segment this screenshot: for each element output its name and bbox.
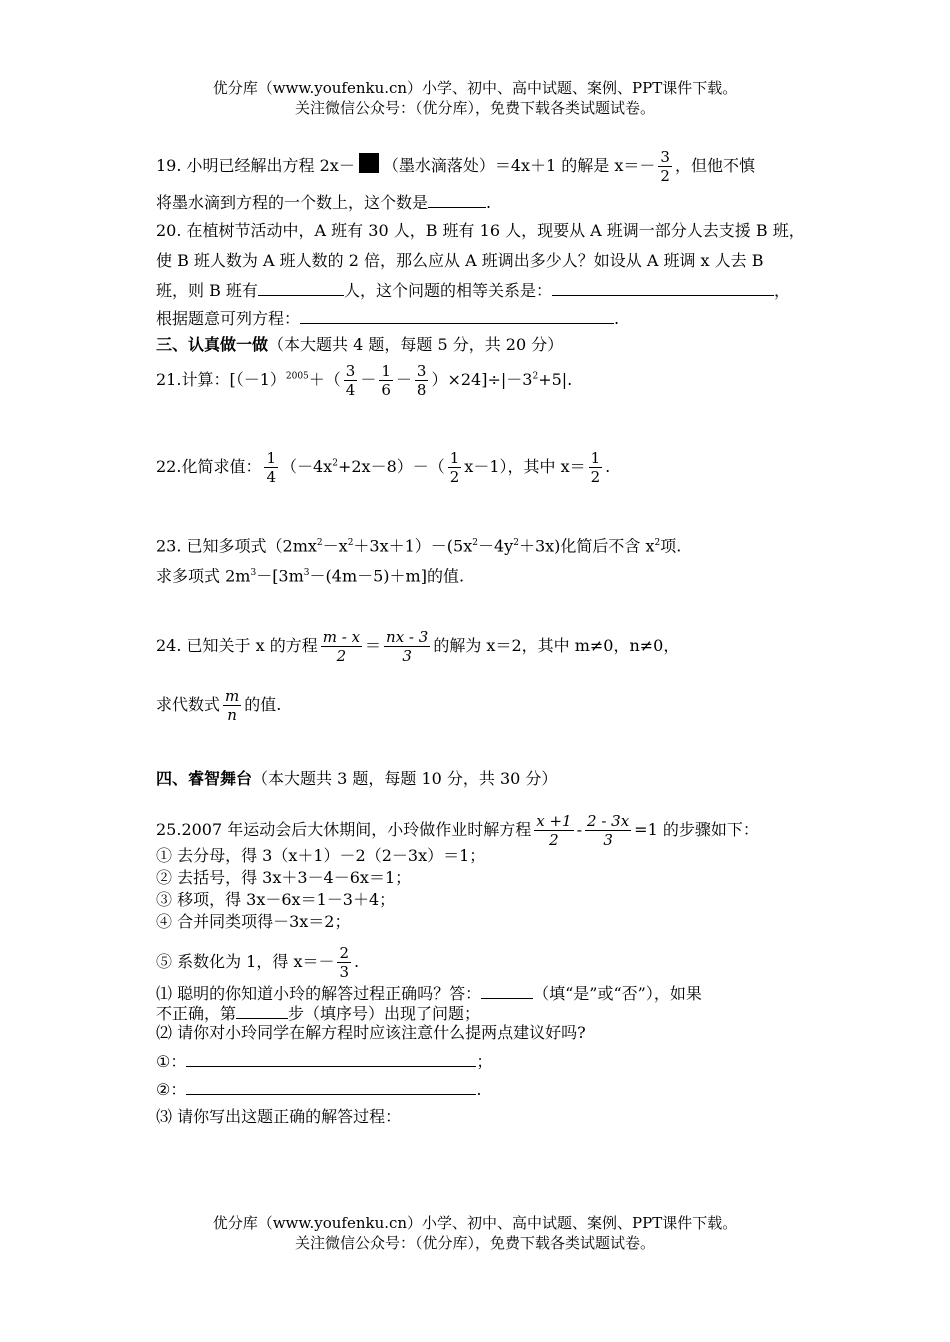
section-4-heading: 四、睿智舞台（本大题共 3 题，每题 10 分，共 30 分） (156, 769, 558, 788)
q19-fraction: $\frac{3}{2}$ (660, 148, 670, 185)
ink-blot (359, 153, 379, 173)
q20-line-1: 20. 在植树节活动中，A 班有 30 人，B 班有 16 人，现要从 A 班调一部分人去支援 B 班， (156, 221, 805, 240)
q19-answer-blank[interactable] (428, 191, 486, 208)
section-3-heading: 三、认真做一做（本大题共 4 题，每题 5 分，共 20 分） (156, 335, 564, 354)
q22-line: 22.化简求值： $\frac{1}{4}$ $(-4x^2+2x-8)-$（ $\frac{1}{2}$ x－1），其中 x＝ $\frac{1}{2}$ . (156, 449, 611, 486)
q25-part-3: ⑶ 请你写出这题正确的解答过程： (156, 1107, 402, 1126)
q25-blank-step[interactable] (236, 1002, 288, 1019)
q21-line: 21.计算：[$(-1)^{2005}+$（ $\frac{3}{4}$ － $\frac{1}{6}$ － $\frac{3}{8}$ ）$\times 24]\div|-3^2+5|$. (156, 362, 573, 399)
q25-line: 25.2007 年运动会后大休期间，小玲做作业时解方程 $\frac{x +1}{2}$ - $\frac{2 - 3x}{3}$ =1 的步骤如下： (156, 812, 759, 849)
footer-line-1: 优分库（www.youfenku.cn）小学、初中、高中试题、案例、PPT课件下载。 (212, 1214, 738, 1232)
q19-line-1: 19. 小明已经解出方程 2x－ （墨水滴落处）＝4x＋1 的解是 x＝－ $\frac{3}{2}$ ，但他不慎 (156, 148, 755, 185)
q24-line-2: 求代数式 $\frac{m}{n}$ 的值. (156, 687, 282, 724)
q25-part-2: ⑵ 请你对小玲同学在解方程时应该注意什么提两点建议好吗? (156, 1023, 586, 1042)
q25-step-2: ② 去括号，得 3x＋3－4－6x＝1； (156, 868, 412, 887)
q25-step-4: ④ 合并同类项得－3x＝2； (156, 912, 351, 931)
q24-line-1: 24. 已知关于 x 的方程 $\frac{m - x}{2}$ ＝ $\frac{nx - 3}{3}$ 的解为 x＝2，其中 m≠0，n≠0， (156, 628, 680, 665)
q20-line-2: 使 B 班人数为 A 班人数的 2 倍，那么应从 A 班调出多少人？如设从 A 班调 x 人去 B (156, 251, 764, 270)
q19-line-2: 将墨水滴到方程的一个数上，这个数是 . (156, 193, 492, 212)
header-line-1: 优分库（www.youfenku.cn）小学、初中、高中试题、案例、PPT课件下载。 (212, 79, 738, 97)
q25-blank-suggestion-2[interactable] (186, 1078, 476, 1095)
footer-line-2: 关注微信公众号：（优分库），免费下载各类试题试卷。 (294, 1234, 655, 1252)
q25-step-5: ⑤ 系数化为 1，得 x＝－ $\frac{2}{3}$ . (156, 944, 360, 981)
header-line-2: 关注微信公众号：（优分库），免费下载各类试题试卷。 (294, 99, 655, 117)
q25-step-3: ③ 移项，得 3x－6x＝1－3＋4； (156, 890, 396, 909)
q20-line-3: 班，则 B 班有 人，这个问题的相等关系是： ， (156, 281, 790, 300)
q20-blank-equation[interactable] (300, 307, 614, 324)
q25-blank-correct[interactable] (481, 982, 533, 999)
q25-suggestion-2: ②： . (156, 1080, 482, 1099)
q25-suggestion-1: ①： ； (156, 1052, 493, 1071)
q25-blank-suggestion-1[interactable] (186, 1050, 476, 1067)
q23-line-1: 23. 已知多项式$(2mx^2-x^2+3x+1)-(5x^2-4y^2+3x)$化简后不含 $x^2$项. (156, 536, 682, 556)
q20-line-4: 根据题意可列方程： . (156, 309, 620, 328)
q20-blank-relation[interactable] (552, 279, 774, 296)
q20-blank-b-count[interactable] (258, 279, 344, 296)
q25-step-1: ① 去分母，得 3（x＋1）－2（2－3x）＝1； (156, 846, 486, 865)
q25-part-1-line-1: ⑴ 聪明的你知道小玲的解答过程正确吗？答： （填“是”或“否”），如果 (156, 984, 702, 1003)
q25-part-1-line-2: 不正确，第 步（填序号）出现了问题； (156, 1004, 481, 1023)
q23-line-2: 求多项式 $2m^3-[3m^3-(4m-5)+m]$的值. (156, 566, 465, 586)
